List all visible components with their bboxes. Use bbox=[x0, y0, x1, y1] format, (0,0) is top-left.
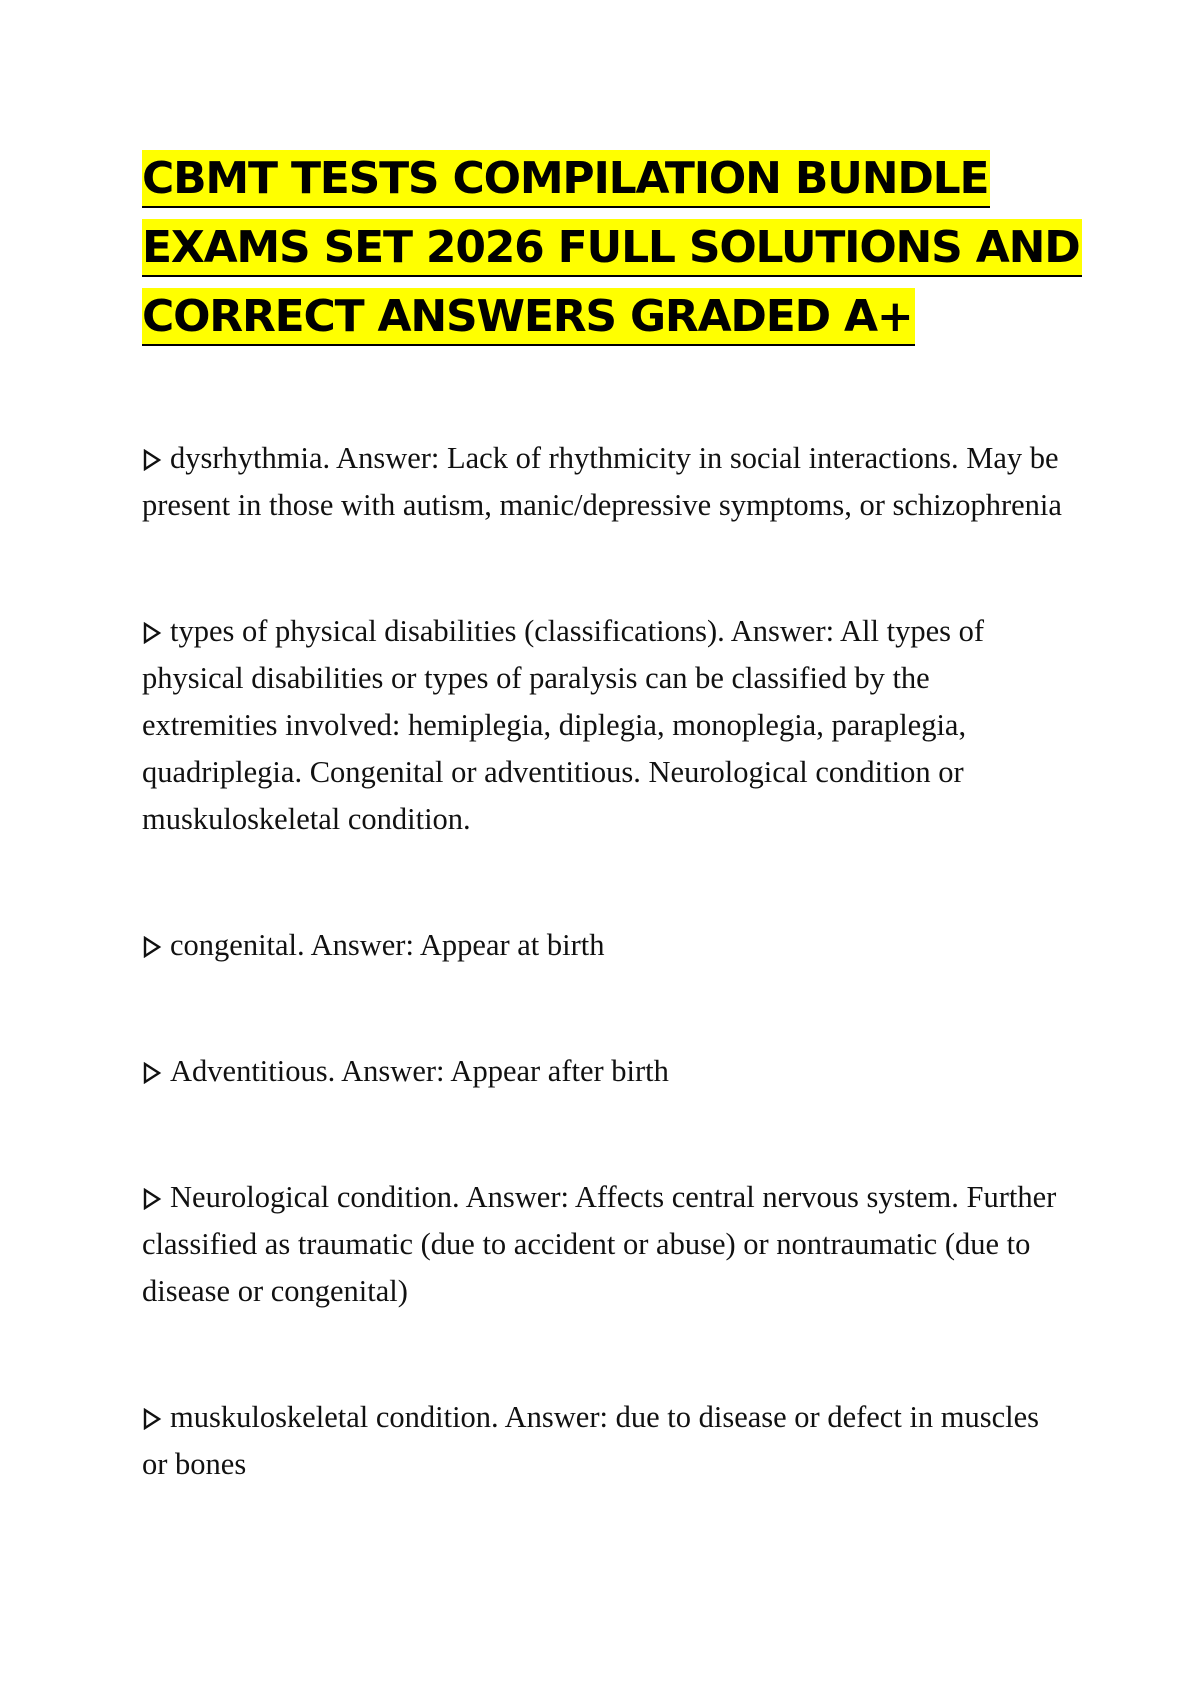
title-line-1: CBMT TESTS COMPILATION BUNDLE bbox=[142, 150, 990, 208]
qa-list bbox=[142, 435, 1072, 1488]
qa-item-physical-disabilities bbox=[142, 608, 1072, 843]
arrow-bullet-icon bbox=[142, 922, 170, 969]
qa-item-muskuloskeletal-condition bbox=[142, 1394, 1072, 1488]
qa-item-adventitious bbox=[142, 1048, 1072, 1095]
qa-item-text: types of physical disabilities (classifications). Answer: All types of physical disabilities or types of paralysis can be classified by the extremities involved: hemiplegia, diplegia, monoplegia, paraplegia, quadriplegia. Congenital or adventitious. Neurological condition or muskuloskeletal condition. bbox=[142, 614, 985, 836]
qa-item-text: Neurological condition. Answer: Affects central nervous system. Further classified as traumatic (due to accident or abuse) or nontraumatic (due to disease or congenital) bbox=[142, 1180, 1057, 1308]
qa-item-text: muskuloskeletal condition. Answer: due to disease or defect in muscles or bones bbox=[142, 1400, 1040, 1481]
qa-item-text: Adventitious. Answer: Appear after birth bbox=[170, 1054, 669, 1088]
title-line-2: EXAMS SET 2026 FULL SOLUTIONS AND bbox=[142, 219, 1082, 277]
arrow-bullet-icon bbox=[142, 1048, 170, 1095]
document-title bbox=[142, 150, 1102, 357]
qa-item-text: dysrhythmia. Answer: Lack of rhythmicity in social interactions. May be present in those with autism, manic/depressive symptoms, or schizophrenia bbox=[142, 441, 1062, 522]
title-line-3: CORRECT ANSWERS GRADED A+ bbox=[142, 288, 915, 346]
arrow-bullet-icon bbox=[142, 1174, 170, 1221]
arrow-bullet-icon bbox=[142, 435, 170, 482]
qa-item-text: congenital. Answer: Appear at birth bbox=[170, 928, 605, 962]
qa-item-dysrhythmia bbox=[142, 435, 1072, 529]
arrow-bullet-icon bbox=[142, 1394, 170, 1441]
arrow-bullet-icon bbox=[142, 608, 170, 655]
qa-item-congenital bbox=[142, 922, 1072, 969]
qa-item-neurological-condition bbox=[142, 1174, 1072, 1315]
